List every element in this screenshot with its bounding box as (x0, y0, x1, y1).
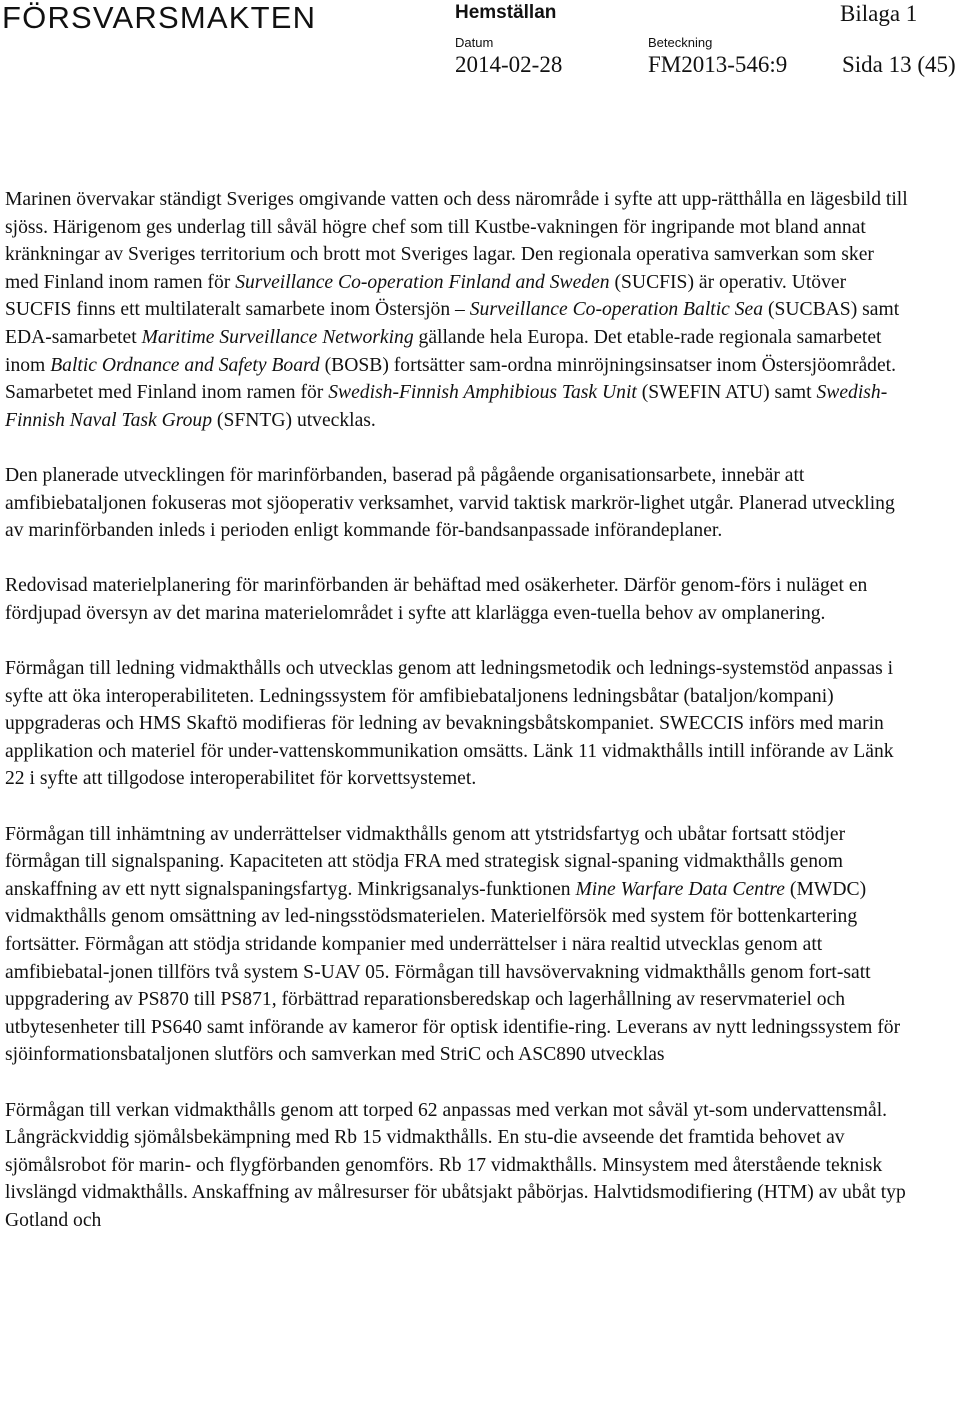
paragraph-text: Förmågan till inhämtning av underrättelser vidmakthålls genom att ytstridsfartyg och ubåtar fortsatt stödjer förmågan till signalspaning. Kapaciteten att stödja FRA med strategisk signal-spaning vidmakthålls genom anskaffning av ett nytt signalspaningsfartyg. Minkrigsanalys-funktionen (5, 823, 846, 900)
paragraph-text: (SWEFIN ATU) samt (636, 382, 817, 404)
paragraph-text: (MWDC) vidmakthålls genom omsättning av led-ningsstödsmaterielen. Materielförsök med system för bottenkartering fortsätter. Förmågan att stödja stridande kompanier med underrättelser i nära realtid utvecklas genom att amfibiebatal-jonen tillförs två system S-UAV 05. Förmågan till havsövervakning vidmakthålls genom fort-satt uppgradering av PS870 till PS871, förbättrad reparationsberedskap och lagerhållning av reservmateriel och utbytesenheter till PS640 samt införande av kameror för optisk identifie-ring. Leverans av nytt ledningssystem för sjöinformationsbataljonen slutförs och samverkan med StriC och ASC890 utvecklas (5, 878, 901, 1066)
paragraph (5, 655, 910, 793)
paragraph (5, 462, 910, 545)
paragraph-text: (BOSB) fortsätter sam-ordna minröjningsinsatser inom Östersjöområdet. Samarbetet med Finland inom ramen för (5, 354, 897, 404)
document-body (5, 186, 910, 1235)
reference-value: FM2013-546:9 (648, 52, 788, 77)
italic-term: Swedish-Finnish Amphibious Task Unit (328, 382, 637, 404)
reference-label: Beteckning (648, 35, 713, 50)
paragraph-text: Marinen övervakar ständigt Sveriges omgivande vatten och dess närområde i syfte att upp-rätthålla en lägesbild till sjöss. Härigenom ges underlag till såväl högre chef som till Kustbe-vakningen för ingripande mot bland annat kränkningar av Sveriges territorium och brott mot Sveriges lagar. Den regionala operativa samverkan som sker med Finland inom ramen för (5, 189, 908, 293)
paragraph-text: Den planerade utvecklingen för marinförbanden, baserad på pågående organisationsarbete, innebär att amfibiebataljonen fokuseras mot sjöoperativ verksamhet, varvid taktisk markrör-lighet utgår. Planerad utveckling av marinförbanden inleds i perioden enligt kommande för-bandsanpassade införandeplaner. (5, 464, 895, 542)
paragraph-text: Redovisad materielplanering för marinförbanden är behäftad med osäkerheter. Därför genom-förs i nuläget en fördjupad översyn av det marina materielområdet i syfte att klarlägga even-tuella behov av omplanering. (5, 575, 868, 624)
paragraph-text: (SFNTG) utvecklas. (212, 409, 376, 431)
italic-term: Swedish-Finnish Naval Task Group (5, 382, 888, 431)
paragraph-text: Förmågan till ledning vidmakthålls och utvecklas genom att ledningsmetodik och lednings-systemstöd anpassas i syfte att öka interoperabiliteten. Ledningssystem för amfibiebataljonens ledningsbåtar (bataljon/kompani) uppgraderas och HMS Skaftö modifieras för ledning av bevakningsbåtskompaniet. SWECCIS införs med marin applikation och materiel för under-vattenskommunikation omsätts. Länk 11 vidmakthålls intill införande av Länk 22 i syfte att tillgodose interoperabilitet för korvettsystemet. (5, 658, 894, 790)
paragraph (5, 821, 910, 1069)
paragraph-text: gällande hela Europa. Det etable-rade regionala samarbetet inom (5, 326, 882, 376)
italic-term: Surveillance Co-operation Baltic Sea (469, 299, 764, 321)
italic-term: Surveillance Co-operation Finland and Sweden (235, 271, 610, 293)
attachment-label: Bilaga 1 (840, 1, 918, 26)
paragraph-text: (SUCBAS) samt EDA-samarbetet (5, 299, 900, 348)
paragraph (5, 572, 910, 627)
italic-term: Baltic Ordnance and Safety Board (50, 354, 320, 376)
forsvarsmakten-logo: FÖRSVARSMAKTEN (2, 0, 317, 35)
paragraph (5, 1097, 910, 1235)
paragraph (5, 186, 910, 434)
paragraph-text: Förmågan till verkan vidmakthålls genom att torped 62 anpassas med verkan mot såväl yt-som undervattensmål. Långräckviddig sjömålsbekämpning med Rb 15 vidmakthålls. En stu-die avseende det framtida behovet av sjömålsrobot för marin- och flygförbanden genomförs. Rb 17 vidmakthålls. Minsystem med återstående teknisk livslängd vidmakthålls. Anskaffning av målresurser för ubåtsjakt påbörjas. Halvtidsmodifiering (HTM) av ubåt typ Gotland och (5, 1099, 906, 1231)
paragraph-text: (SUCFIS) är operativ. Utöver SUCFIS finns ett multilateralt samarbete inom Östersjön – (5, 271, 847, 321)
italic-term: Maritime Surveillance Networking (141, 326, 414, 348)
document-type: Hemställan (455, 2, 557, 23)
page-number: Sida 13 (45) (842, 52, 956, 77)
italic-term: Mine Warfare Data Centre (575, 878, 786, 900)
date-value: 2014-02-28 (455, 52, 563, 77)
date-label: Datum (455, 35, 494, 50)
document-header (0, 0, 960, 90)
